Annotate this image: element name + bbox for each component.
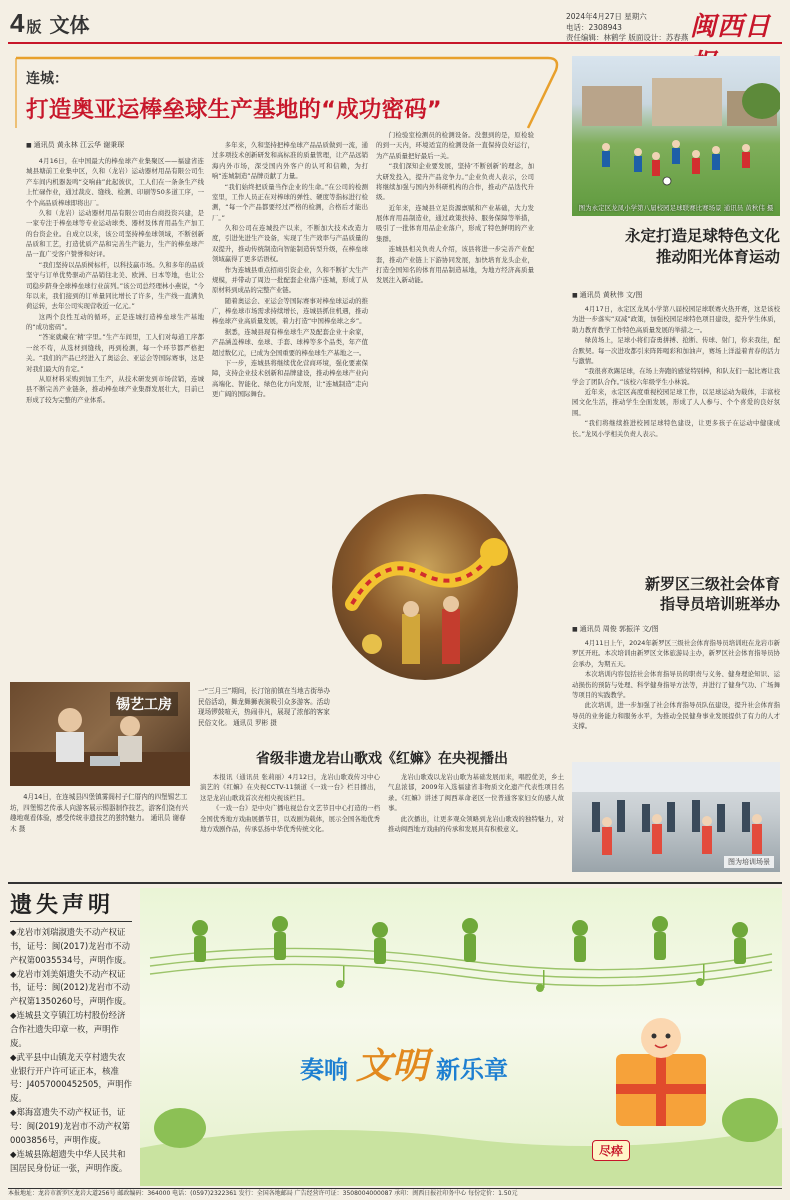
lead-column-1 (26, 156, 204, 405)
lead-column-3 (376, 130, 534, 286)
banner-badge: 尽瘁 (592, 1140, 630, 1161)
football-paragraph: “我很喜欢踢足球，在场上奔跑的感觉特别棒，和队友们一起比赛让我学会了团队合作。”该校六年级学生小林说。 (572, 367, 780, 386)
training-headline-line-1: 新罗区三级社会体育 (644, 575, 780, 593)
tin-craft-label: 锡艺工房 (110, 692, 178, 716)
training-byline: ■ 通讯员 周俊 郭振洋 文/图 (572, 624, 659, 634)
lead-paragraph: 多年来，久和坚持把棒垒球产品品质做到一流，通过多项技术创新研发和高标准的质量管理，让产品远销海内外市场，深受国内外客户的认可和信赖，为打响“连城制造”品牌贡献了力量。 (212, 141, 368, 181)
lost-notice-item: ◆武平县中山镇龙天亨村遗失农业银行开户许可证正本，核准号：J4057000452505，声明作废。 (10, 1051, 132, 1104)
lead-paragraph: 门检验室检测员的检测设备。没想到的是，原检验的到一天内，环境适宜的检测设备一直保持良好运行，为产品质量把好最后一关。 (376, 131, 534, 160)
training-photo-caption: 图为培训场景 (724, 856, 774, 869)
banner-slogan-part-3: 新乐章 (436, 1055, 509, 1084)
footer-text: 本报地址：龙岩市新罗区龙岩大道256号 邮政编码：364000 电话：(0597)2322361 发行：全国各地邮局 广告经营许可证：3508004000087 承印：闽西日报社印务中心 每份定价：1.50元 (8, 1190, 518, 1197)
training-headline-line-2: 指导员培训班举办 (659, 595, 780, 614)
banner-illustration-icon (140, 888, 782, 1186)
lead-paragraph: “我们始终把质量当作企业的生命。”在公司的检测室里，工作人员正在对棒球的弹性、硬度等指标进行检测，“每一个产品都要经过严格的检测，合格后才能出厂。” (212, 182, 368, 222)
lost-notice-title: 遗失声明 (10, 888, 132, 922)
paper-logo: 闽西日 (690, 12, 772, 42)
lost-notice-panel (10, 888, 132, 1186)
masthead (0, 0, 790, 48)
football-byline: ■ 通讯员 黄秋伟 文/图 (572, 290, 642, 300)
issue-date: 2024年4月27日 星期六 (566, 12, 647, 21)
lead-paragraph: 从原材料采购到加工生产，从技术研发到市场营销，连城县不断完善产业链条，推动棒垒球产业集群发展壮大，目前已形成了较为完整的产业体系。 (26, 374, 204, 404)
banner-slogan-part-2: 文明 (356, 1045, 429, 1087)
football-headline-line-1: 永定打造足球特色文化 (624, 227, 780, 245)
tin-craft-caption: 4月14日，在连城县四堡镇雾阁村子仁厝内的四堡锡艺工坊，四堡锡艺传承人向游客展示锡器制作技艺，游客们饶有兴趣地观看体验，感受传统非遗技艺的独特魅力。 通讯员 谢春木 摄 (10, 793, 189, 833)
page-number: 4 (10, 8, 25, 38)
lost-notice-item: ◆郑海富遗失不动产权证书，证号：闽(2019)龙岩市不动产权第0003856号，声明作废。 (10, 1107, 130, 1145)
lead-paragraph: 连城县相关负责人介绍，该县将进一步完善产业配套，推动产业链上下游协同发展，加快培育龙头企业，打造全国知名的体育用品制造基地，为地方经济高质量发展注入新动能。 (376, 245, 534, 285)
page-footer (8, 1188, 782, 1198)
page-suffix: 版 (26, 18, 42, 36)
lead-paragraph: “答案就藏在‘精’字里。”生产车间里，工人们对每道工序都一丝不苟，从选材到缝线，再到检测，每一个环节都严格把关。“我们的产品已经进入了奥运会、亚运会等国际赛事，这是对我们最大的肯定。” (26, 333, 204, 373)
lead-paragraph: 久和（龙岩）运动器材用品有限公司由台商投资兴建，是一家专注于棒垒球等专业运动球类、器材及体育用品生产加工的台资企业。自成立以来，该公司坚持棒垒球领域，不断创新品质和工艺，打造优质产品和完善生产能力，生产的棒垒球产品一直广受客户赞誉和好评。 (26, 208, 204, 259)
lead-paragraph: 随着奥运会、亚运会等国际赛事对棒垒球运动的推广，棒垒球市场需求持续增长，连城县抓住机遇，推动棒垒球产业高质量发展，着力打造“中国棒垒球之乡”。 (212, 296, 368, 326)
lead-paragraph: 这两个良性互动的循环，正是连城打造棒垒球生产基地的“成功密码”。 (26, 312, 204, 331)
dragon-dance-caption: 一“三月三”期间，长汀馆前镇在当地古街举办民俗活动，舞龙舞狮表演吸引众多游客。活动现场锣鼓喧天，热闹非凡，展现了浓郁的客家民俗文化。 通讯员 罗彬 摄 (198, 687, 331, 727)
opera-headline: 省级非遗龙岩山歌戏《红嫲》在央视播出 (256, 751, 508, 767)
civilization-banner (140, 888, 782, 1186)
football-paragraph: 4月17日，永定区龙凤小学第八届校园足球联赛火热开赛，这是该校为进一步落实“双减”政策，加强校园足球特色项目建设，提升学生体质，助力教育教学工作特色高质量发展的举措之一。 (572, 305, 780, 334)
training-paragraph: 本次培训内容包括社会体育指导员的职责与义务、健身理论知识、运动损伤的预防与处理、科学健身指导方法等，并进行了健身气功、广场舞等项目的实践教学。 (572, 670, 780, 699)
opera-paragraph: 此次播出，让更多观众领略到龙岩山歌戏的独特魅力，对推动闽西地方戏曲的传承和发展具有积极意义。 (388, 814, 564, 833)
football-paragraph: 绿茵场上，足球小将们奋勇拼搏、抢断、传球、射门，你来我往，配合默契。每一次进攻都引来阵阵喝彩和加油声，赛场上洋溢着青春的活力与激情。 (572, 336, 780, 365)
section-divider (8, 882, 782, 884)
training-photo (572, 762, 780, 872)
banner-slogan (300, 1038, 508, 1089)
opera-paragraph: 龙岩山歌戏以龙岩山歌为基础发展而来，唱腔优美，乡土气息浓郁，2009年入选福建省非物质文化遗产代表性项目名录。《红嫲》讲述了闽西革命老区一位普通客家妇女的感人故事。 (388, 773, 564, 813)
lead-paragraph: “我们坚持以品质树标杆，以科技赢市场。久和多年的品质坚守与订单优势驱动产品销往北美、欧洲、日本等地，也让公司稳步跻身全球棒垒球行业前列。”该公司总经理林小燕说，“今年以来，我们接到的订单量同比增长了许多，生产线一直满负荷运转，去年公司实现营收近一亿元。” (26, 260, 204, 311)
lead-paragraph: 久和公司在连城投产以来，不断加大技术改造力度，引进先进生产设备，实现了生产效率与产品质量的双提升，推动传统制造向智能制造转型升级，在棒垒球领域赢得了更多话语权。 (212, 224, 368, 264)
training-headline (572, 574, 780, 615)
lead-byline: ■ 通讯员 黄永林 江云华 谢秉琛 (26, 140, 124, 150)
football-photo-caption: 图为永定区龙凤小学第八届校园足球联赛比赛场景 通讯员 黄秋伟 摄 (578, 204, 774, 213)
lost-notice-item: ◆连城县文亨镇江坊村股份经济合作社遗失印章一枚，声明作废。 (10, 1010, 126, 1048)
lead-headline: 打造奥亚运棒垒球生产基地的“成功密码” (26, 97, 442, 123)
lead-paragraph: “我们深知企业要发展，坚持‘不断创新’的理念，加大研发投入，提升产品竞争力。”企业负责人表示，公司将继续加强与国内外科研机构的合作，推动产品迭代升级。 (376, 162, 534, 202)
football-body (572, 304, 780, 439)
lead-paragraph: 下一步，连城县将继续优化营商环境，强化要素保障，支持企业技术创新和品牌建设，推动棒垒球产业向高端化、智能化、绿色化方向发展，让“连城制造”走向更广阔的国际舞台。 (212, 358, 368, 398)
tin-craft-photo (10, 682, 190, 786)
section-name: 文体 (49, 13, 90, 37)
football-headline (572, 226, 780, 268)
football-photo (572, 56, 780, 216)
lead-paragraph: 作为连城县重点招商引资企业，久和不断扩大生产规模，并带动了周边一批配套企业落户连城，形成了从原材料到成品的完整产业链。 (212, 265, 368, 295)
football-headline-line-2: 推动阳光体育运动 (655, 247, 780, 266)
opera-paragraph: 《一戏一台》是中央广播电视总台文艺节目中心打造的一档全国优秀地方戏曲展播节目，以戏剧为载体，展示全国各地优秀地方戏剧作品，传承弘扬中华优秀传统文化。 (200, 804, 380, 833)
lead-column-2 (212, 140, 368, 399)
lead-tag: 连城： (26, 71, 68, 87)
opera-body-col-2 (388, 772, 564, 834)
issue-editors: 责任编辑：林鹤学 版面设计：苏春燕 (566, 33, 689, 42)
banner-slogan-part-1: 奏响 (300, 1055, 348, 1084)
training-paragraph: 4月11日上午，2024年新罗区三级社会体育指导员培训班在龙岩市新罗区开班。本次培训由新罗区文体旅游局主办，新罗区社会体育指导员协会承办，为期五天。 (572, 639, 780, 668)
lead-paragraph: 近年来，连城县立足资源禀赋和产业基础，大力发展体育用品制造业，通过政策扶持、服务保障等举措，吸引了一批体育用品企业落户，形成了特色鲜明的产业集群。 (376, 203, 534, 243)
issue-phone: 电话：2308943 (566, 22, 622, 32)
lead-paragraph: 据悉，连城县现有棒垒球生产及配套企业十余家，产品涵盖棒球、垒球、手套、球棒等多个品类，年产值超过数亿元，已成为全国重要的棒垒球生产基地之一。 (212, 327, 368, 357)
lost-notice-item: ◆龙岩市刘瑞淑遗失不动产权证书，证号：闽(2017)龙岩市不动产权第0035534号，声明作废。 (10, 927, 132, 965)
lost-notice-item: ◆龙岩市刘美娟遗失不动产权证书，证号：闽(2012)龙岩市不动产权第1350260号，声明作废。 (10, 968, 132, 1007)
opera-body-col-1 (200, 772, 380, 834)
training-body (572, 638, 780, 731)
football-paragraph: “我们将继续推进校园足球特色建设，让更多孩子在运动中健康成长。”龙凤小学相关负责人表示。 (572, 419, 780, 438)
lead-paragraph: 4月16日，在中国最大的棒垒球产业集聚区——福建省连城县塘前工业集中区，久和（龙岩）运动器材用品有限公司生产车间内机器轰鸣“交响曲”此起彼伏，工人们在一条条生产线上忙碌作业，通过裁皮、缝线、检测、印刷等50多道工序，一个个高品质棒球即将出厂。 (26, 157, 204, 207)
dragon-icon (332, 494, 520, 682)
football-scene-icon (572, 56, 780, 216)
masthead-rule (8, 42, 782, 44)
football-paragraph: 近年来，永定区高度重视校园足球工作，以足球运动为载体，丰富校园文化生活，推动学生全面发展，形成了人人参与、个个喜爱的良好氛围。 (572, 388, 780, 417)
training-paragraph: 此次培训，进一步加强了社会体育指导员队伍建设，提升社会体育指导员的业务能力和服务水平，为推动全民健身事业发展提供了有力的人才支撑。 (572, 701, 780, 730)
lost-notice-item: ◆连城县陈超遗失中华人民共和国居民身份证一张，声明作废。 (10, 1148, 128, 1173)
dragon-dance-photo (330, 492, 520, 682)
opera-paragraph: 本报讯（通讯员 张莉丽）4月12日，龙岩山歌戏传习中心演艺的《红嫲》在央视CCTV-11频道《一戏一台》栏目播出，这是龙岩山歌戏首次亮相央视该栏目。 (200, 773, 380, 802)
